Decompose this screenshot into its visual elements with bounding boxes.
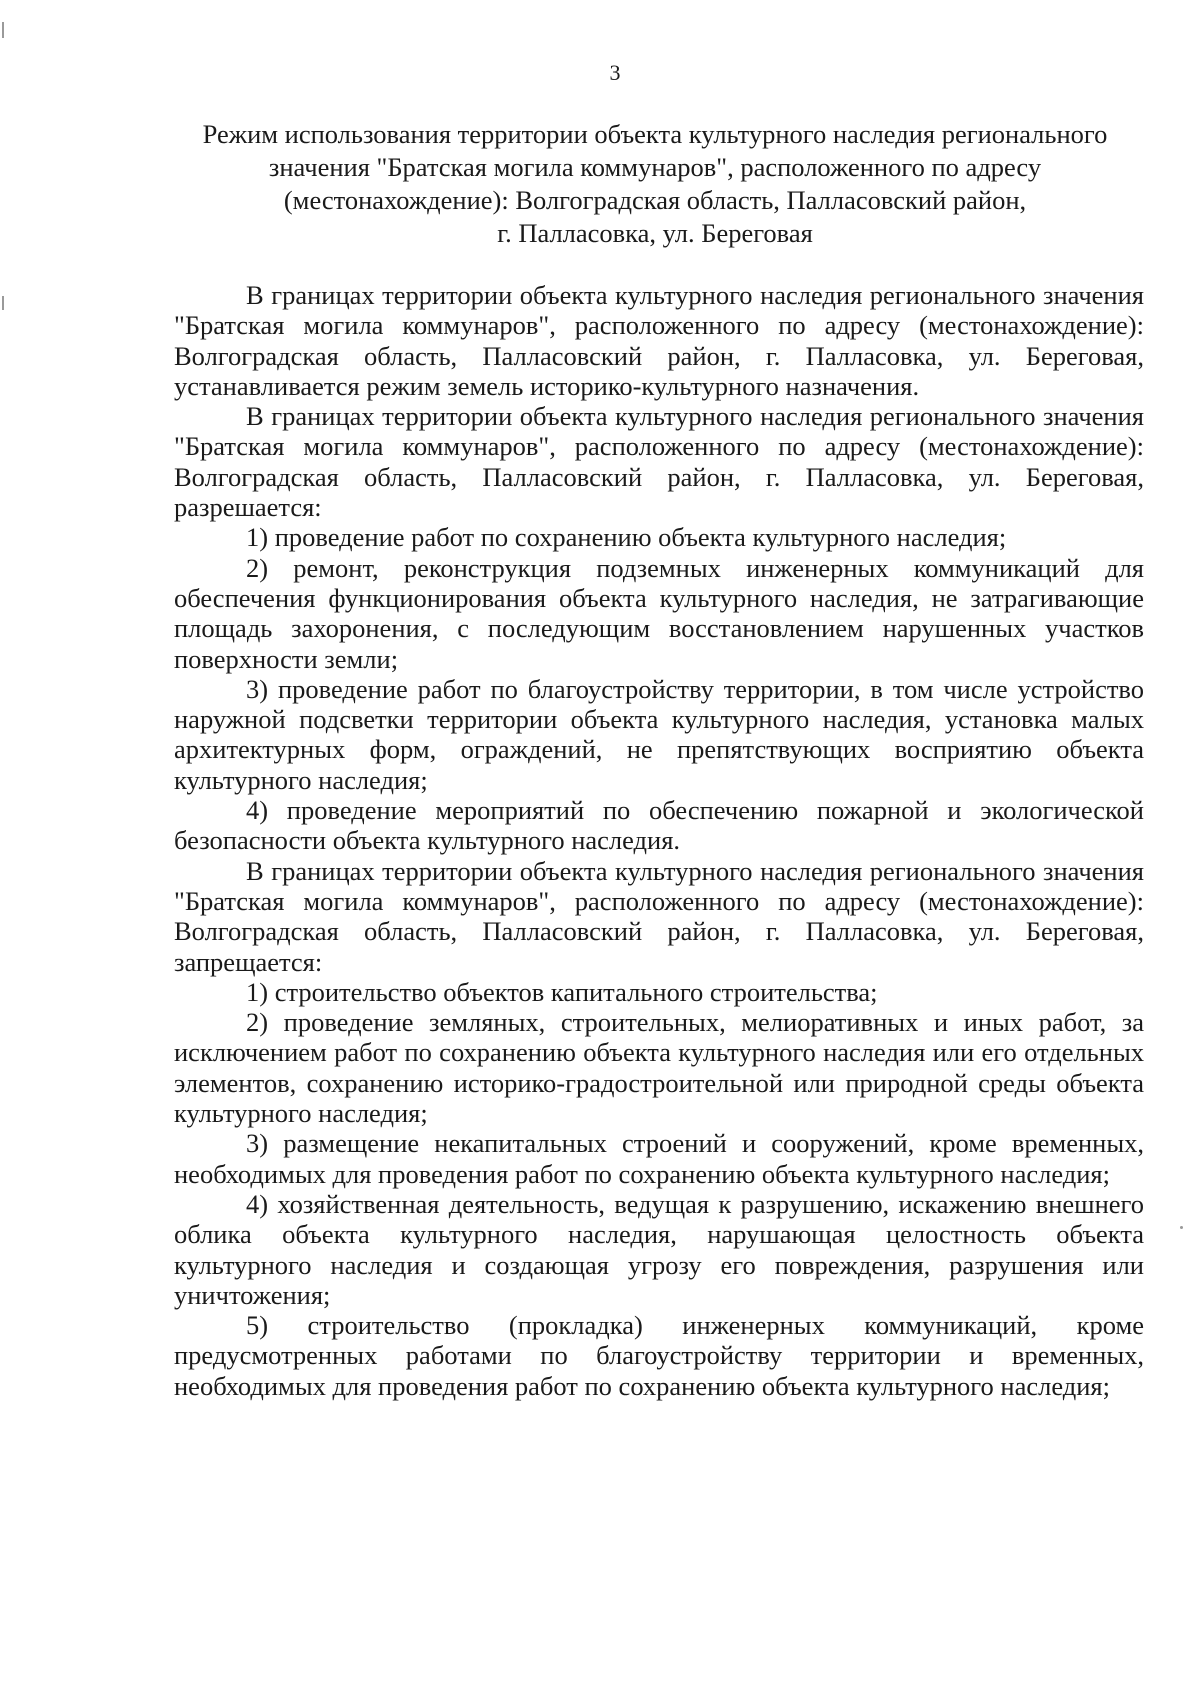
permitted-item-1: 1) проведение работ по сохранению объекта культурного наследия;: [246, 522, 1007, 553]
title-line-1: Режим использования территории объекта культурного наследия регионального: [202, 119, 1108, 149]
prohibited-item-4: 4) хозяйственная деятельность, ведущая к разрушению, искажению внешнего облика объекта культурного наследия, нарушающая целостность объекта культурного наследия и создающая угрозу его повреждения, разрушения или уничтожения;: [174, 1188, 1144, 1310]
page-number: 3: [609, 60, 621, 85]
prohibited-item-1: 1) строительство объектов капитального строительства;: [246, 976, 878, 1007]
scan-artifact-left-middle: [2, 296, 4, 310]
scan-artifact-left-top: [2, 22, 4, 38]
title-line-4: г. Палласовка, ул. Береговая: [497, 218, 813, 248]
prohibited-item-5: 5) строительство (прокладка) инженерных коммуникаций, кроме предусмотренных работами по благоустройству территории и временных, необходимых для проведения работ по сохранению объекта культурного наследия;: [174, 1310, 1144, 1401]
permitted-item-4: 4) проведение мероприятий по обеспечению пожарной и экологической безопасности объекта культурного наследия.: [174, 795, 1144, 856]
prohibited-item-2: 2) проведение земляных, строительных, мелиоративных и иных работ, за исключением работ по сохранению объекта культурного наследия или его отдельных элементов, сохранению историко-градостроительной или природной среды объекта культурного наследия;: [174, 1007, 1144, 1129]
prohibited-item-3: 3) размещение некапитальных строений и сооружений, кроме временных, необходимых для проведения работ по сохранению объекта культурного наследия;: [174, 1128, 1144, 1189]
document-body: [174, 280, 1144, 1401]
permitted-item-2: 2) ремонт, реконструкция подземных инженерных коммуникаций для обеспечения функционирования объекта культурного наследия, не затрагивающие площадь захоронения, с последующим восстановлением нарушенных участков поверхности земли;: [174, 552, 1144, 674]
title-line-2: значения "Братская могила коммунаров", расположенного по адресу: [268, 152, 1042, 182]
paragraph-prohibited-intro: В границах территории объекта культурного наследия регионального значения "Братская могила коммунаров", расположенного по адресу (местонахождение): Волгоградская область, Палласовский район, г. Палласовка, ул. Береговая, запрещается:: [174, 855, 1144, 977]
paragraph-permitted-intro: В границах территории объекта культурного наследия регионального значения "Братская могила коммунаров", расположенного по адресу (местонахождение): Волгоградская область, Палласовский район, г. Палласовка, ул. Береговая, разрешается:: [174, 401, 1144, 523]
permitted-item-3: 3) проведение работ по благоустройству территории, в том числе устройство наружной подсветки территории объекта культурного наследия, установка малых архитектурных форм, ограждений, не препятствующих восприятию объекта культурного наследия;: [174, 673, 1144, 795]
scan-artifact-right-dot: [1180, 1226, 1183, 1229]
paragraph-land-regime: В границах территории объекта культурного наследия регионального значения "Братская могила коммунаров", расположенного по адресу (местонахождение): Волгоградская область, Палласовский район, г. Палласовка, ул. Береговая, устанавливается режим земель историко-культурного назначения.: [174, 280, 1144, 401]
document-title: [160, 118, 1150, 250]
title-line-3: (местонахождение): Волгоградская область, Палласовский район,: [283, 185, 1027, 215]
